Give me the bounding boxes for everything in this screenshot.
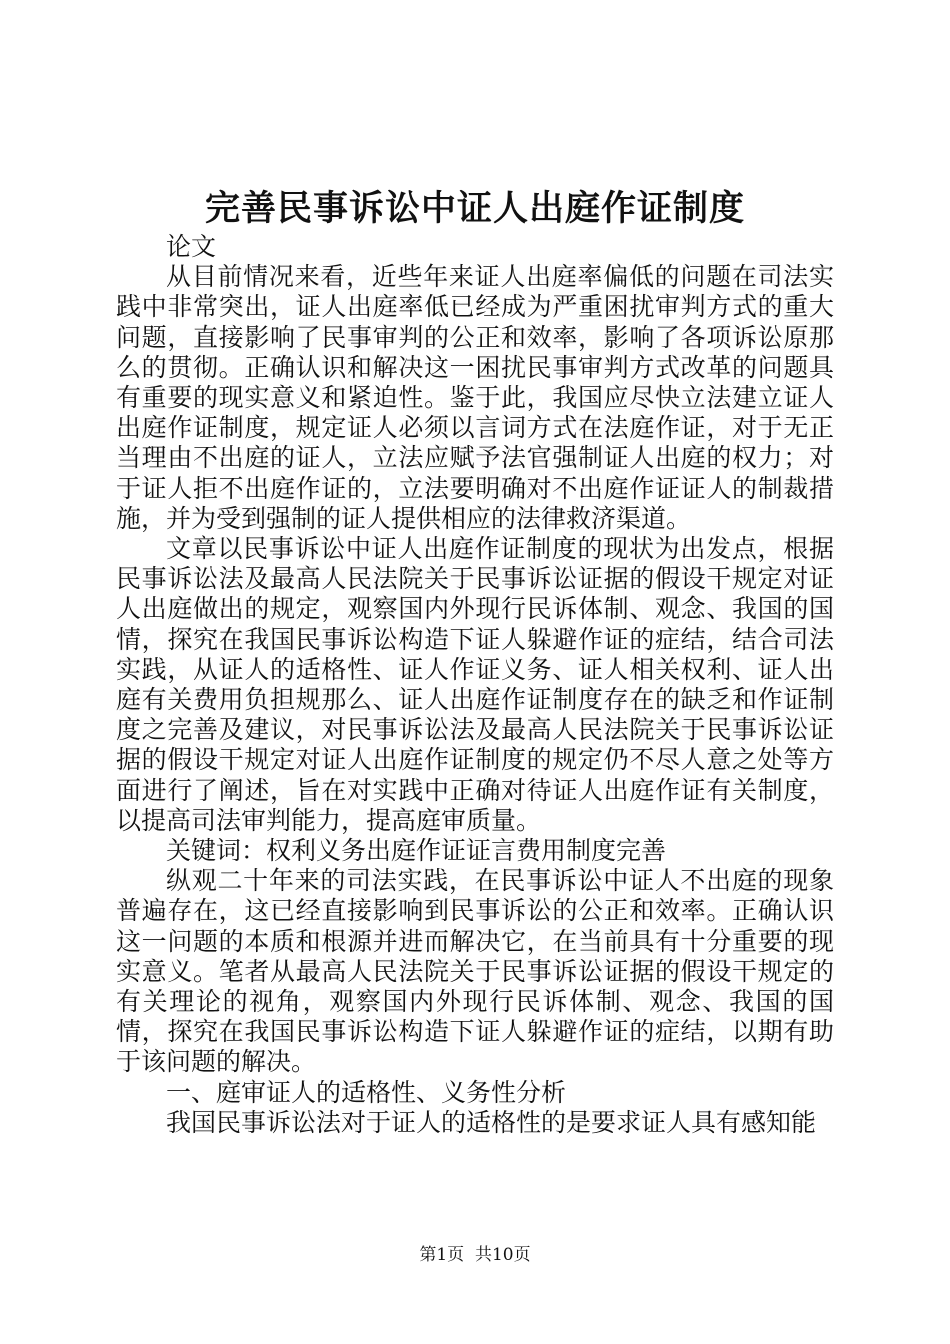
paragraph-abstract: 从目前情况来看，近些年来证人出庭率偏低的问题在司法实践中非常突出，证人出庭率低已经成为严重困扰审判方式的重大问题，直接影响了民事审判的公正和效率，影响了各项诉讼原那么的贯彻。正确认识和解决这一困扰民事审判方式改革的问题具有重要的现实意义和紧迫性。鉴于此，我国应尽快立法建立证人出庭作证制度，规定证人必须以言词方式在法庭作证，对于无正当理由不出庭的证人，立法应赋予法官强制证人出庭的权力；对于证人拒不出庭作证的，立法要明确对不出庭作证证人的制裁措施，并为受到强制的证人提供相应的法律救济渠道。 <box>116 262 834 533</box>
document-body <box>116 232 834 1138</box>
page-footer <box>0 1243 950 1267</box>
section-heading: 一、庭审证人的适格性、义务性分析 <box>166 1077 567 1107</box>
document-title: 完善民事诉讼中证人出庭作证制度 <box>204 188 745 229</box>
paragraph-summary: 文章以民事诉讼中证人出庭作证制度的现状为出发点，根据民事诉讼法及最高人民法院关于民事诉讼证据的假设干规定对证人出庭做出的规定，观察国内外现行民诉体制、观念、我国的国情，探究在我国民事诉讼构造下证人躲避作证的症结，结合司法实践，从证人的适格性、证人作证义务、证人相关权利、证人出庭有关费用负担规那么、证人出庭作证制度存在的缺乏和作证制度之完善及建议，对民事诉讼法及最高人民法院关于民事诉讼证据的假设干规定对证人出庭作证制度的规定仍不尽人意之处等方面进行了阐述，旨在对实践中正确对待证人出庭作证有关制度，以提高司法审判能力，提高庭审质量。 <box>116 534 834 835</box>
paragraph-section-1: 我国民事诉讼法对于证人的适格性的是要求证人具有感知能 <box>166 1107 817 1137</box>
paragraph-label: 论文 <box>166 232 217 261</box>
page-number: 第1页 共10页 <box>419 1245 531 1265</box>
paragraph-keywords: 关键词：权利义务出庭作证证言费用制度完善 <box>166 836 667 866</box>
paragraph-intro: 纵观二十年来的司法实践，在民事诉讼中证人不出庭的现象普遍存在，这已经直接影响到民事诉讼的公正和效率。正确认识这一问题的本质和根源并进而解决它，在当前具有十分重要的现实意义。笔者从最高人民法院关于民事诉讼证据的假设干规定的有关理论的视角，观察国内外现行民诉体制、观念、我国的国情，探究在我国民事诉讼构造下证人躲避作证的症结，以期有助于该问题的解决。 <box>116 866 834 1077</box>
